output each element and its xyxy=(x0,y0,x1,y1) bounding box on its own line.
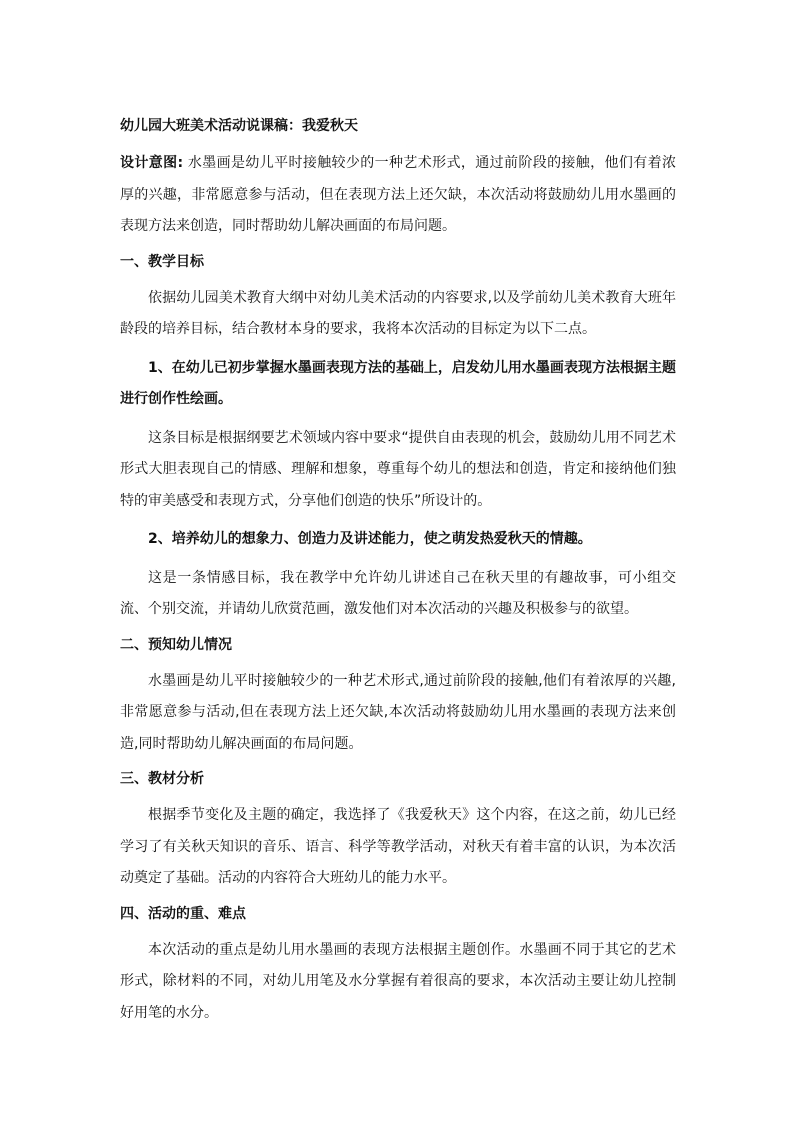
section-heading-children: 二、预知幼儿情况 xyxy=(120,636,232,653)
goal-item-2: 2、培养幼儿的想象力、创造力及讲述能力，使之萌发热爱秋天的情趣。 xyxy=(148,531,592,547)
intro-paragraph xyxy=(120,148,676,243)
children-paragraph: 水墨画是幼儿平时接触较少的一种艺术形式,通过前阶段的接触,他们有着浓厚的兴趣,非常愿意参与活动,但在表现方法上还欠缺,本次活动将鼓励幼儿用水墨画的表现方法来创造,同时帮助幼儿解决画面的布局问题。 xyxy=(120,672,676,752)
section-heading-key-points: 四、活动的重、难点 xyxy=(120,905,246,922)
goals-paragraph-2: 这条目标是根据纲要艺术领域内容中要求“提供自由表现的机会，鼓励幼儿用不同艺术形式大胆表现自己的情感、理解和想象，尊重每个幼儿的想法和创造，肯定和接纳他们独特的审美感受和表现方式，分享他们创造的快乐”所设计的。 xyxy=(120,429,676,509)
document-title: 幼儿园大班美术活动说课稿：我爱秋天 xyxy=(120,118,358,134)
goals-paragraph-1: 依据幼儿园美术教育大纲中对幼儿美术活动的内容要求,以及学前幼儿美术教育大班年龄段的培养目标，结合教材本身的要求，我将本次活动的目标定为以下二点。 xyxy=(120,289,676,337)
section-heading-materials: 三、教材分析 xyxy=(120,771,204,787)
intro-text: 水墨画是幼儿平时接触较少的一种艺术形式，通过前阶段的接触，他们有着浓厚的兴趣，非常愿意参与活动，但在表现方法上还欠缺，本次活动将鼓励幼儿用水墨画的表现方法来创造，同时帮助幼儿解决画面的布局问题。 xyxy=(120,155,676,234)
section-heading-goals: 一、教学目标 xyxy=(120,253,204,270)
key-points-paragraph: 本次活动的重点是幼儿用水墨画的表现方法根据主题创作。水墨画不同于其它的艺术形式，除材料的不同，对幼儿用笔及水分掌握有着很高的要求，本次活动主要让幼儿控制好用笔的水分。 xyxy=(120,941,676,1021)
goal-item-1: 1、在幼儿已初步掌握水墨画表现方法的基础上，启发幼儿用水墨画表现方法根据主题进行创作性绘画。 xyxy=(120,359,676,407)
document-page xyxy=(120,114,676,1029)
materials-paragraph: 根据季节变化及主题的确定，我选择了《我爱秋天》这个内容，在这之前，幼儿已经学习了有关秋天知识的音乐、语言、科学等教学活动，对秋天有着丰富的认识，为本次活动奠定了基础。活动的内容符合大班幼儿的能力水平。 xyxy=(120,807,676,886)
intro-label: 设计意图: xyxy=(120,155,184,171)
goals-paragraph-3: 这是一条情感目标，我在教学中允许幼儿讲述自己在秋天里的有趣故事，可小组交流、个别交流，并请幼儿欣赏范画，激发他们对本次活动的兴趣及积极参与的欲望。 xyxy=(120,569,676,617)
